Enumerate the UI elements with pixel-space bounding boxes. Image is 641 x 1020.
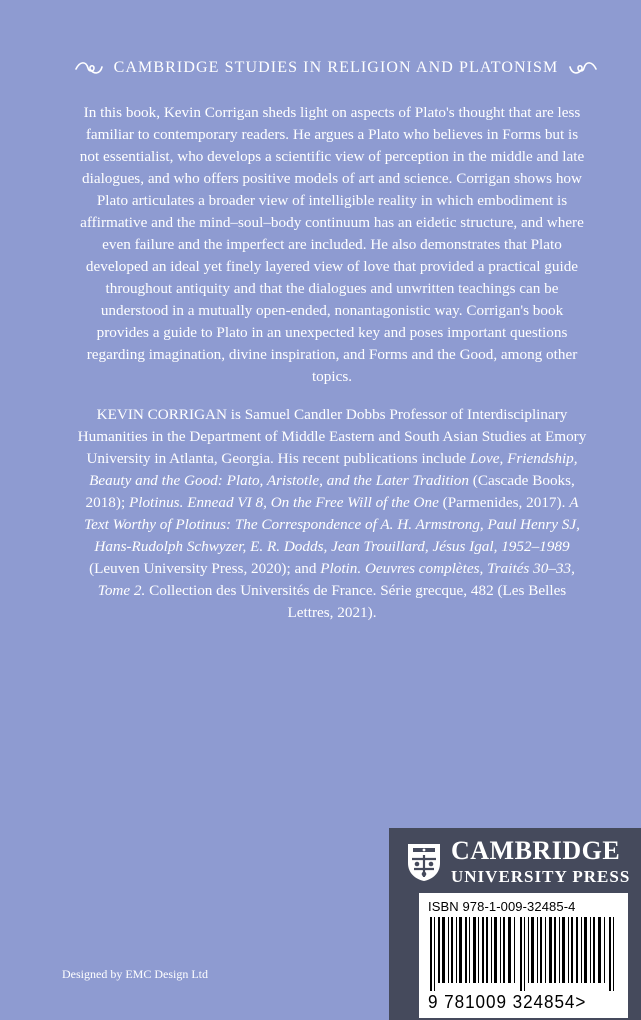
barcode-trailing-mark: > <box>575 992 587 1012</box>
publisher-name-line2: UNIVERSITY PRESS <box>451 867 631 886</box>
bio-segment: (Leuven University Press, 2020); and <box>89 560 321 577</box>
publisher-name-line1: CAMBRIDGE <box>451 836 621 865</box>
barcode-box <box>419 893 628 1018</box>
bio-title: A Text Worthy of Plotinus: The Correspondence of A. H. Armstrong, Paul Henry SJ, Hans-Rudolph Schwyzer, E. R. Dodds, Jean Trouillard, Jésus Igal, 1952–1989 <box>84 494 580 555</box>
bio-title: Plotinus. Ennead VI 8, On the Free Will of the One <box>128 494 439 511</box>
left-swirl-ornament-icon <box>74 59 104 77</box>
book-blurb: In this book, Kevin Corrigan sheds light on aspects of Plato's thought that are less familiar to contemporary readers. He argues a Plato who believes in Forms but is not essentialist, who develops a scientific view of perception in the middle and late dialogues, and who offers positive models of art and science. Corrigan shows how Plato articulates a broader view of intelligible reality in which embodiment is affirmative and the mind–soul–body continuum has an eidetic structure, and where even failure and the imperfect are included. He also demonstrates that Plato developed an ideal yet finely layered view of love that provided a practical guide throughout antiquity and that the dialogues and unwritten teachings can be understood in a mutually open-ended, nonantagonistic way. Corrigan's book provides a guide to Plato in an unexpected key and poses important questions regarding imagination, divine inspiration, and Forms and the Good, among other topics. <box>79 104 585 385</box>
bio-segment: (Parmenides, 2017). <box>438 494 570 511</box>
isbn-label: ISBN 978-1-009-32485-4 <box>428 899 576 914</box>
bio-segment: Collection des Universités de France. Série grecque, 482 (Les Belles Lettres, 2021). <box>145 582 567 621</box>
cambridge-crest-icon <box>405 841 443 883</box>
series-title: CAMBRIDGE STUDIES IN RELIGION AND PLATONISM <box>113 59 559 76</box>
bio-title: Love, Friendship, Beauty and the Good: Plato, Aristotle, and the Later Tradition <box>89 450 578 489</box>
barcode-bars <box>428 917 619 991</box>
barcode-number <box>428 993 609 1011</box>
bio-title: Plotin. Oeuvres complètes, Traités 30–33, Tome 2. <box>97 560 575 599</box>
barcode-digits: 9 781009 324854 <box>428 992 576 1012</box>
publisher-logo <box>405 838 630 885</box>
right-swirl-ornament-icon <box>568 59 598 77</box>
designer-credit: Designed by EMC Design Ltd <box>62 967 208 981</box>
publisher-name <box>451 838 630 885</box>
bio-segment: (Cascade Books, 2018); <box>85 472 575 511</box>
author-bio <box>77 404 587 624</box>
bio-segment: KEVIN CORRIGAN is Samuel Candler Dobbs Professor of Interdisciplinary Humanities in the Department of Middle Eastern and South Asian Studies at Emory University in Atlanta, Georgia. His recent publications include <box>77 406 587 467</box>
publisher-panel <box>389 828 641 1020</box>
series-header <box>56 54 616 82</box>
